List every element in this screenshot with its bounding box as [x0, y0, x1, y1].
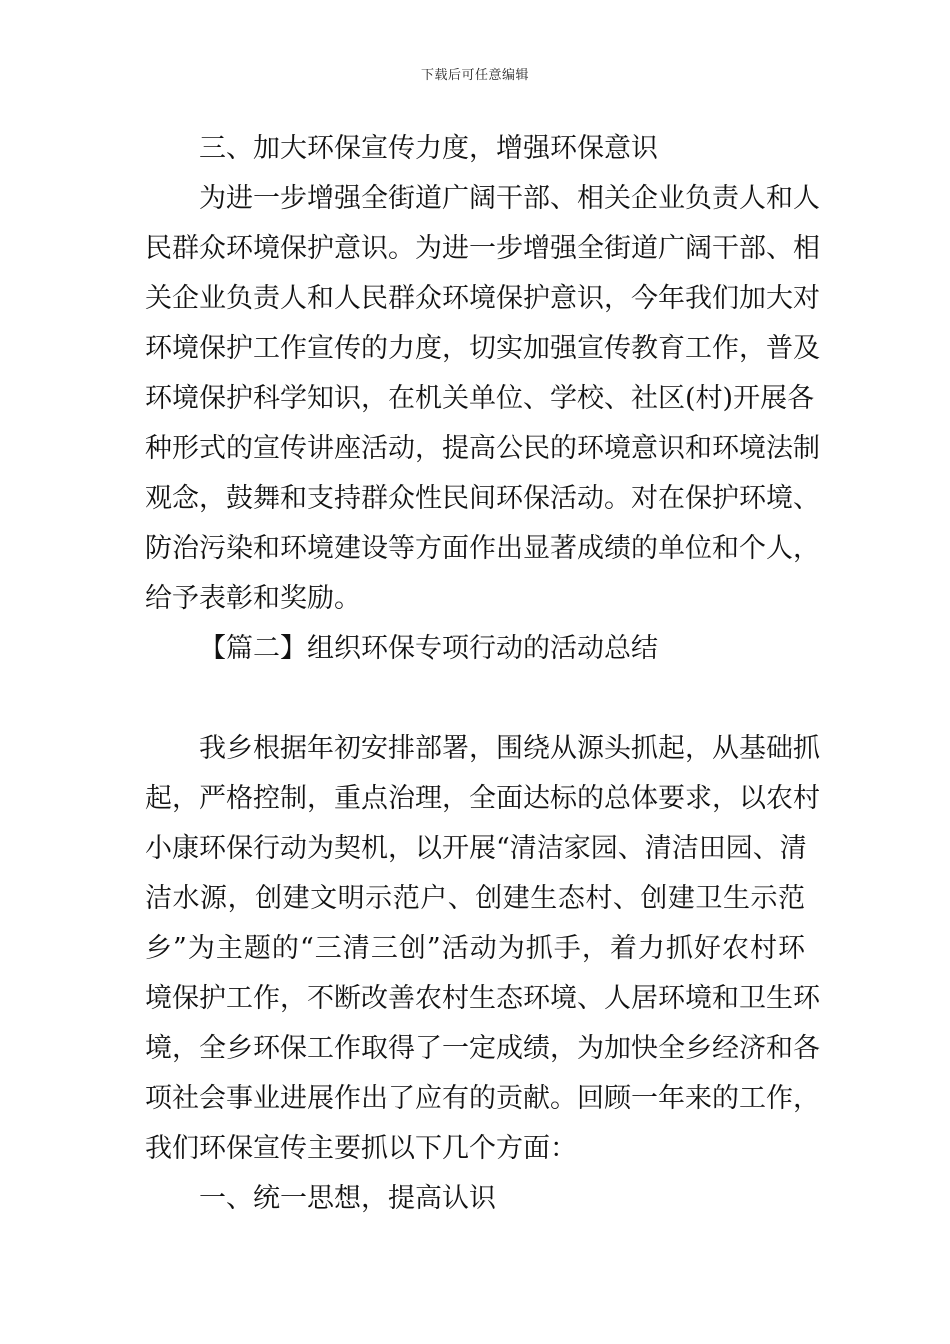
- document-body: [145, 124, 820, 1224]
- paragraph-line: 关企业负责人和人民群众环境保护意识，今年我们加大对: [145, 283, 820, 314]
- paragraph: [145, 724, 820, 1174]
- paragraph-line: 民群众环境保护意识。为进一步增强全街道广阔干部、相: [145, 233, 820, 264]
- paragraph-line: 环境保护工作宣传的力度，切实加强宣传教育工作，普及: [145, 333, 820, 364]
- header-note: 下载后可任意编辑: [420, 68, 529, 83]
- paragraph-line: 乡”为主题的“三清三创”活动为抓手，着力抓好农村环: [145, 933, 805, 964]
- paragraph-line: 洁水源，创建文明示范户、创建生态村、创建卫生示范: [145, 883, 805, 914]
- paragraph-line: 项社会事业进展作出了应有的贡献。回顾一年来的工作，: [145, 1083, 820, 1114]
- paragraph-line: 防治污染和环境建设等方面作出显著成绩的单位和个人，: [145, 533, 820, 564]
- paragraph-line: 我乡根据年初安排部署，围绕从源头抓起，从基础抓: [199, 733, 820, 764]
- blank-line: [145, 674, 805, 724]
- paragraph-line: 我们环保宣传主要抓以下几个方面：: [145, 1133, 577, 1164]
- paragraph-line: 境保护工作，不断改善农村生态环境、人居环境和卫生环: [145, 983, 820, 1014]
- article-title: 【篇二】组织环保专项行动的活动总结: [199, 633, 658, 664]
- section-subheading: 一、统一思想，提高认识: [199, 1183, 496, 1214]
- paragraph: [145, 174, 820, 624]
- paragraph-line: 环境保护科学知识，在机关单位、学校、社区(村)开展各: [145, 383, 815, 414]
- paragraph-line: 起，严格控制，重点治理，全面达标的总体要求，以农村: [145, 783, 820, 814]
- paragraph-line: 小康环保行动为契机，以开展“清洁家园、清洁田园、清: [145, 833, 807, 864]
- paragraph-line: 种形式的宣传讲座活动，提高公民的环境意识和环境法制: [145, 433, 820, 464]
- paragraph-line: 为进一步增强全街道广阔干部、相关企业负责人和人: [199, 183, 820, 214]
- paragraph-line: 给予表彰和奖励。: [145, 583, 361, 614]
- paragraph-line: 观念，鼓舞和支持群众性民间环保活动。对在保护环境、: [145, 483, 820, 514]
- section-heading: 三、加大环保宣传力度，增强环保意识: [199, 133, 658, 164]
- paragraph-line: 境，全乡环保工作取得了一定成绩，为加快全乡经济和各: [145, 1033, 820, 1064]
